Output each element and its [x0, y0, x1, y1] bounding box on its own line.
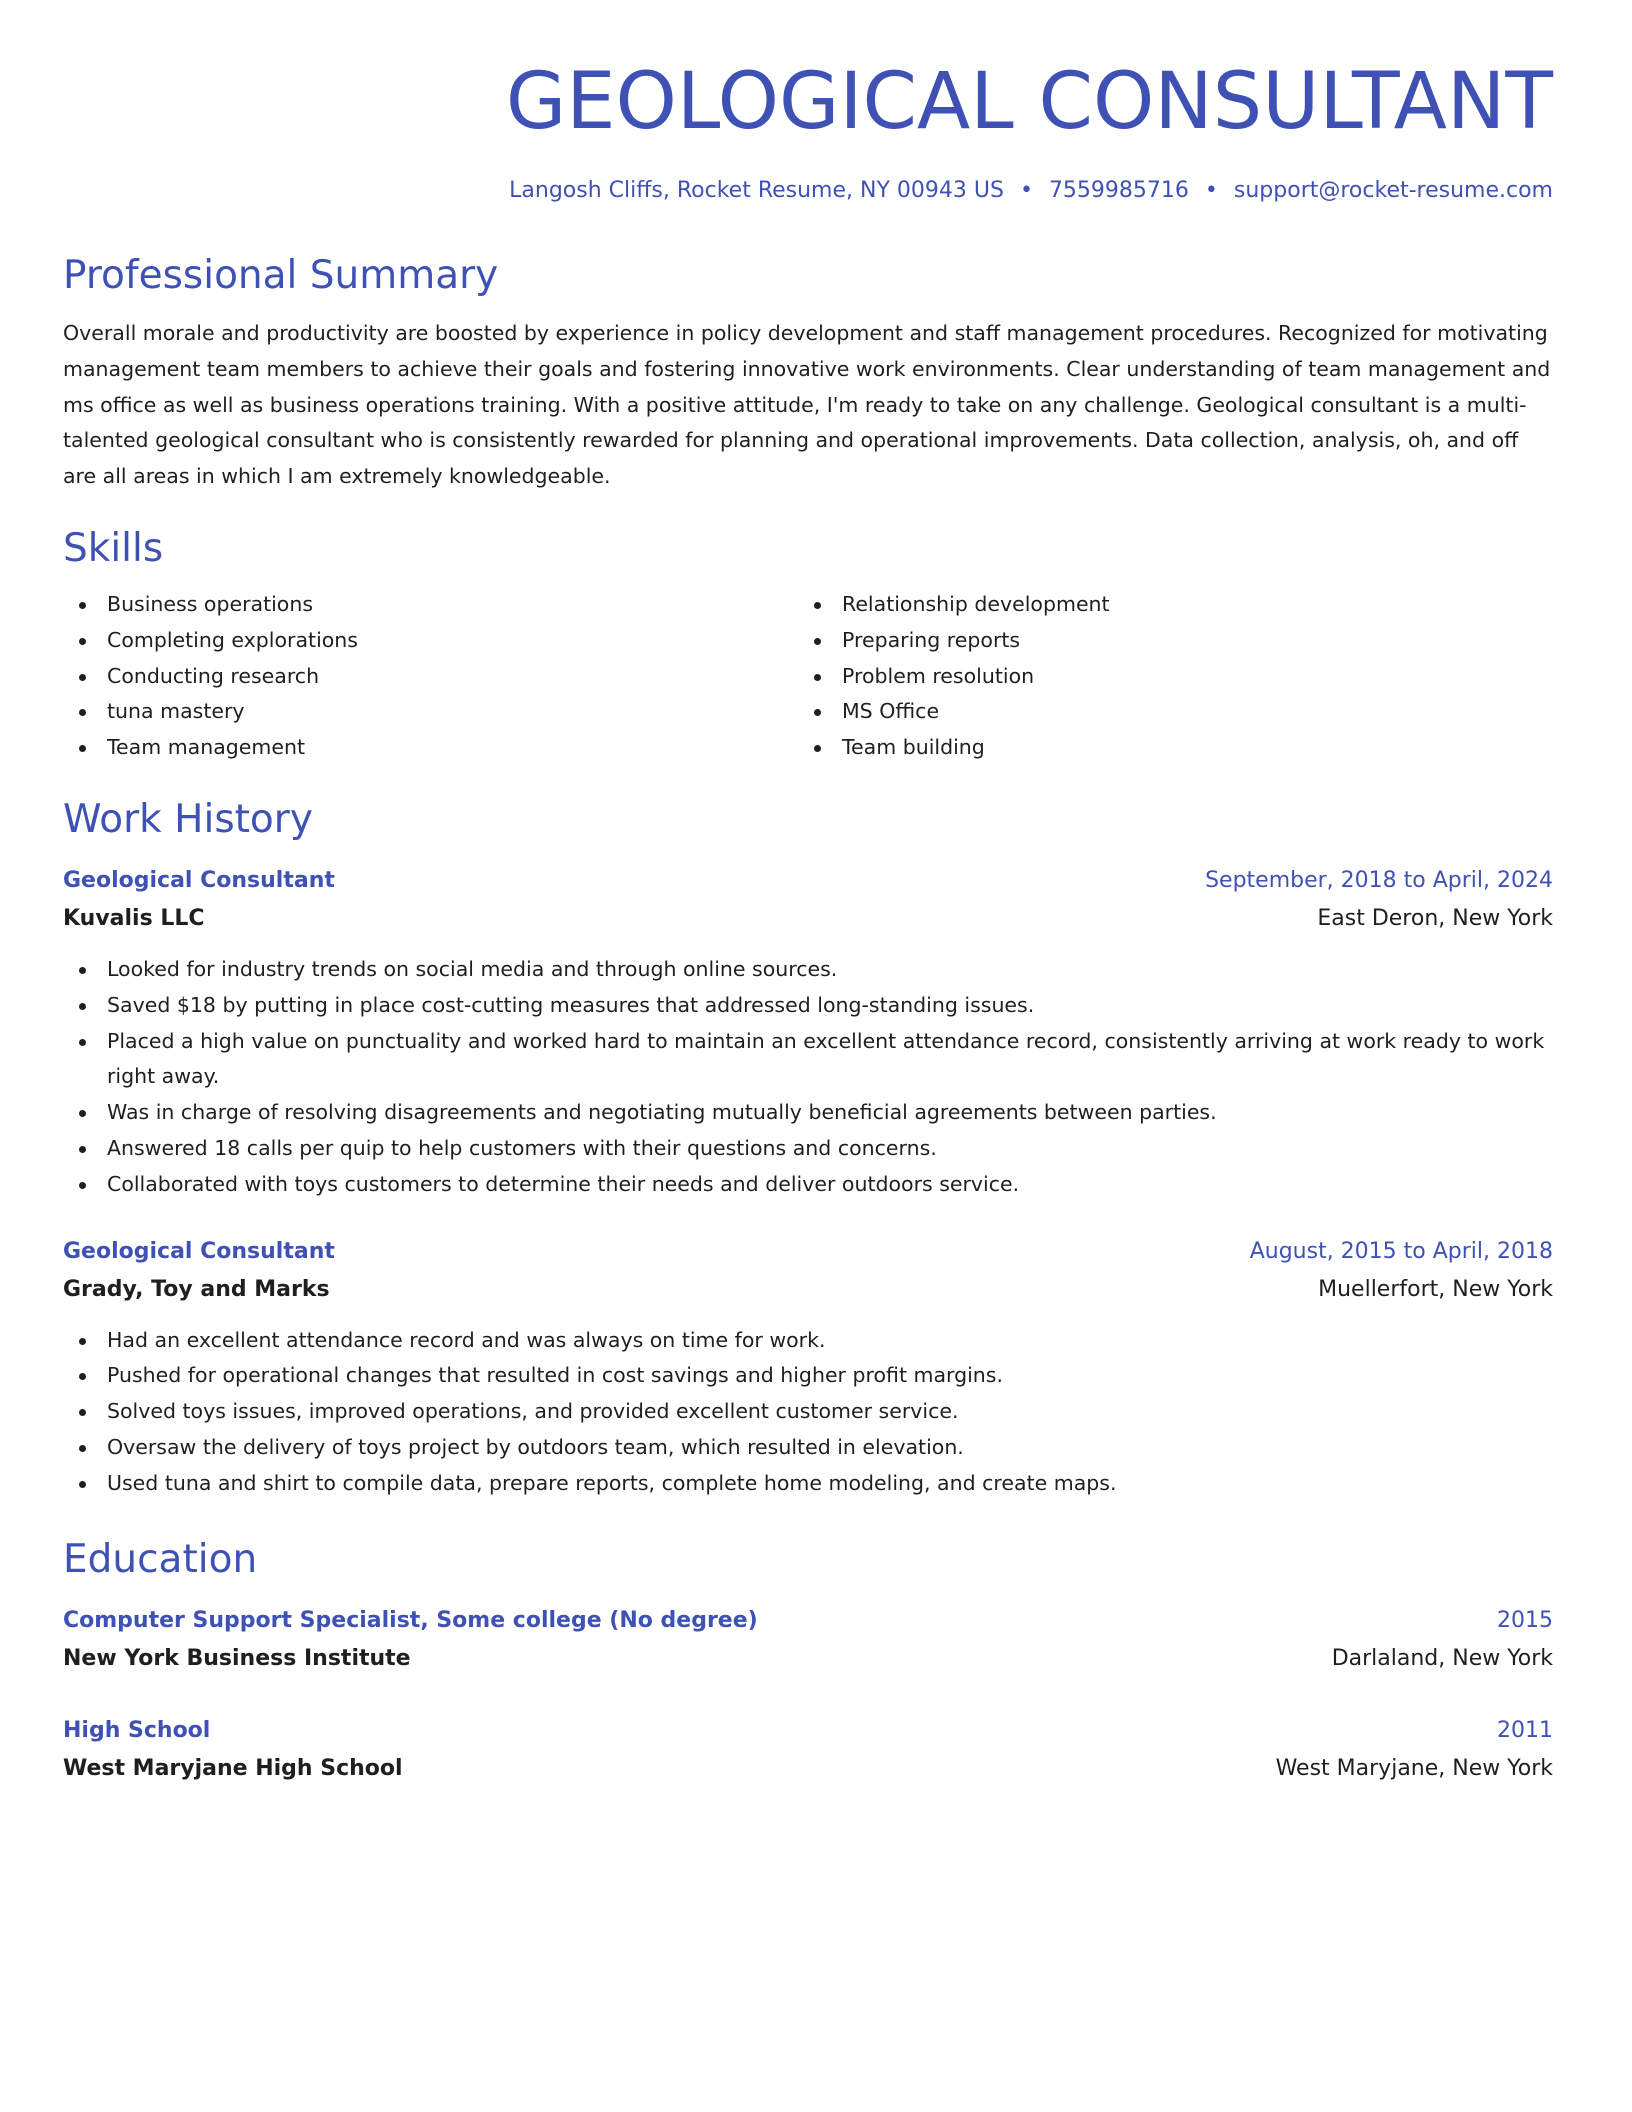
skill-item: Conducting research: [63, 659, 798, 695]
contact-phone: 7559985716: [1048, 178, 1189, 203]
job-company: Grady, Toy and Marks: [63, 1276, 330, 1302]
job-bullet: Answered 18 calls per quip to help customers with their questions and concerns.: [63, 1131, 1553, 1167]
job-dates: August, 2015 to April, 2018: [1249, 1238, 1553, 1264]
job-role: Geological Consultant: [63, 867, 335, 893]
summary-heading: Professional Summary: [63, 253, 499, 298]
contact-line: [63, 176, 1553, 206]
job-bullet: Used tuna and shirt to compile data, prepare reports, complete home modeling, and create maps.: [63, 1466, 1553, 1502]
education-header: [63, 1602, 1553, 1640]
education-year: 2015: [1497, 1607, 1553, 1633]
job-entry: [63, 1233, 1553, 1502]
job-dates: September, 2018 to April, 2024: [1205, 867, 1553, 893]
skill-item: Relationship development: [798, 587, 1533, 623]
skill-item: Team building: [798, 730, 1533, 766]
job-bullet: Solved toys issues, improved operations, and provided excellent customer service.: [63, 1394, 1553, 1430]
contact-address: Langosh Cliffs, Rocket Resume, NY 00943 US: [509, 178, 1004, 203]
skill-item: Problem resolution: [798, 659, 1533, 695]
job-role: Geological Consultant: [63, 1238, 335, 1264]
job-location: Muellerfort, New York: [1318, 1276, 1553, 1302]
skills-list: [63, 587, 1553, 766]
education-entry: [63, 1712, 1553, 1788]
job-bullet: Oversaw the delivery of toys project by outdoors team, which resulted in elevation.: [63, 1430, 1553, 1466]
skill-item: Completing explorations: [63, 623, 798, 659]
job-bullet: Saved $18 by putting in place cost-cutting measures that addressed long-standing issues.: [63, 988, 1553, 1024]
contact-separator: •: [1019, 178, 1033, 203]
contact-separator: •: [1204, 178, 1218, 203]
job-subheader: [63, 1271, 1553, 1309]
job-company: Kuvalis LLC: [63, 905, 205, 931]
summary-text: Overall morale and productivity are boosted by experience in policy development and staff management procedures. Recognized for motivating management team members to achieve their goals and fostering innovative work environments. Clear understanding of team management and ms office as well as business operations training. With a positive attitude, I'm ready to take on any challenge. Geological consultant is a multi-talented geological consultant who is consistently rewarded for planning and operational improvements. Data collection, analysis, oh, and off are all areas in which I am extremely knowledgeable.: [63, 321, 1551, 489]
skills-column-right: [798, 587, 1533, 766]
education-degree: Computer Support Specialist, Some college (No degree): [63, 1607, 758, 1633]
education-school: West Maryjane High School: [63, 1755, 403, 1781]
education-subheader: [63, 1640, 1553, 1678]
skills-column-left: [63, 587, 798, 766]
education-heading: Education: [63, 1536, 258, 1582]
page-title: GEOLOGICAL CONSULTANT: [505, 57, 1553, 147]
education-year: 2011: [1497, 1717, 1553, 1743]
job-bullet: Looked for industry trends on social media and through online sources.: [63, 952, 1553, 988]
job-location: East Deron, New York: [1317, 905, 1553, 931]
education-degree: High School: [63, 1717, 211, 1743]
job-entry: [63, 862, 1553, 1203]
job-header: [63, 862, 1553, 900]
job-bullets: [63, 952, 1553, 1203]
education-subheader: [63, 1750, 1553, 1788]
education-location: Darlaland, New York: [1331, 1645, 1553, 1671]
job-bullet: Was in charge of resolving disagreements and negotiating mutually beneficial agreements between parties.: [63, 1095, 1553, 1131]
skills-heading: Skills: [63, 525, 164, 571]
work-history-heading: Work History: [63, 796, 313, 842]
job-bullet: Placed a high value on punctuality and worked hard to maintain an excellent attendance record, consistently arriving at work ready to work right away.: [63, 1024, 1553, 1096]
education-school: New York Business Institute: [63, 1645, 411, 1671]
skill-item: tuna mastery: [63, 694, 798, 730]
contact-email[interactable]: support@rocket-resume.com: [1233, 178, 1553, 203]
skill-item: MS Office: [798, 694, 1533, 730]
job-bullets: [63, 1323, 1553, 1502]
education-entry: [63, 1602, 1553, 1678]
skill-item: Team management: [63, 730, 798, 766]
skill-item: Preparing reports: [798, 623, 1533, 659]
job-bullet: Had an excellent attendance record and was always on time for work.: [63, 1323, 1553, 1359]
skill-item: Business operations: [63, 587, 798, 623]
job-subheader: [63, 900, 1553, 938]
education-location: West Maryjane, New York: [1275, 1755, 1553, 1781]
job-bullet: Collaborated with toys customers to determine their needs and deliver outdoors service.: [63, 1167, 1553, 1203]
job-bullet: Pushed for operational changes that resulted in cost savings and higher profit margins.: [63, 1358, 1553, 1394]
job-header: [63, 1233, 1553, 1271]
resume-page: [63, 0, 1553, 1788]
education-header: [63, 1712, 1553, 1750]
